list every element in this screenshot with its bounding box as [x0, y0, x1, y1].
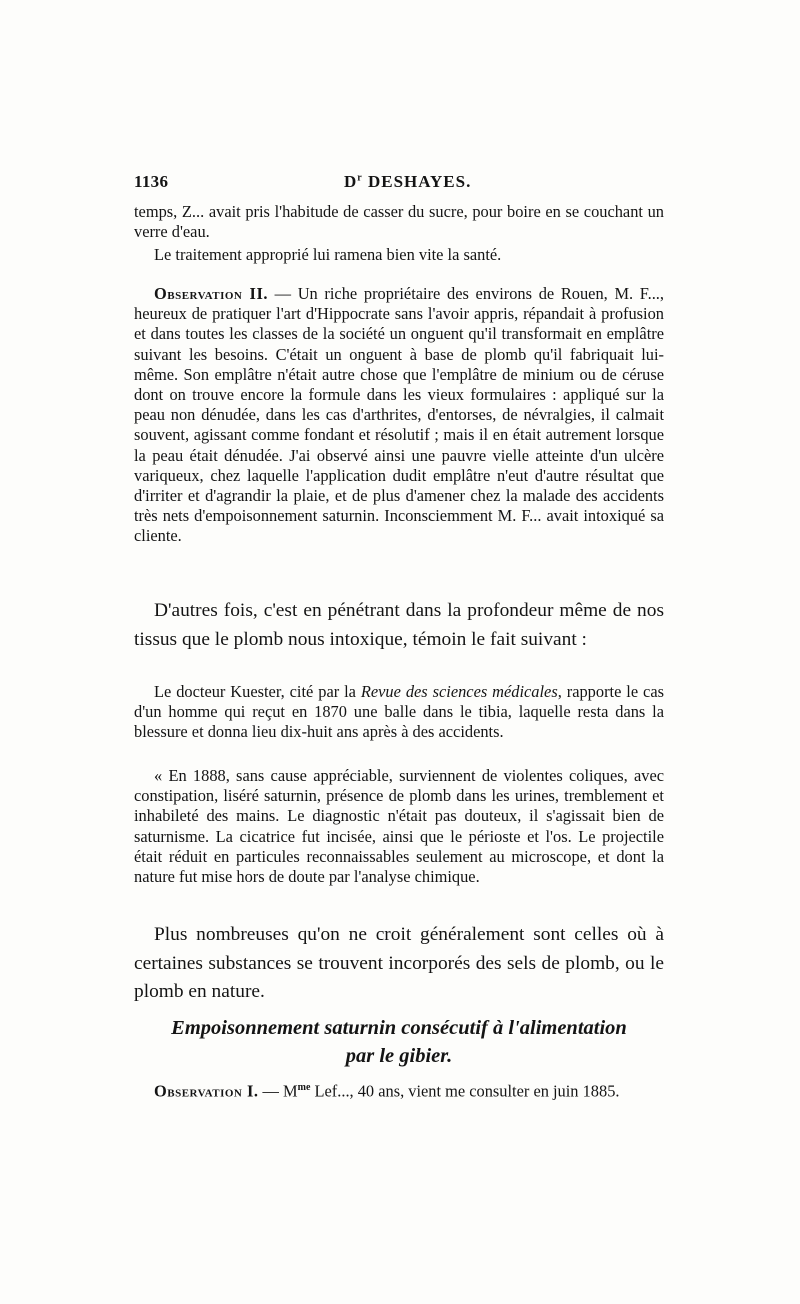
paragraph-treatment: Le traitement approprié lui ramena bien vite la santé. — [154, 245, 502, 264]
author-sup: r — [357, 172, 363, 184]
paragraph-quote: « En 1888, sans cause appréciable, surviennent de violentes coliques, avec constipation, liséré saturnin, présence de plomb dans les urines, tremblement et inhabileté des mains. Le diagnostic n'était pas douteux, il s'agissait bien de saturnisme. La cicatrice fut incisée, ainsi que le périoste et l'os. Le projectile était réduit en particules reconnaissables seulement au microscope, et dont la nature fut mise hors de doute par l'analyse chimique. — [134, 766, 664, 887]
kuester-after: , rapporte le cas d'un homme qui reçut en 1870 une balle dans le tibia, laquelle resta dans la blessure et donna lieu dix-huit ans après à des accidents. — [134, 682, 664, 742]
paragraph-deep-tissue: D'autres fois, c'est en pénétrant dans la profondeur même de nos tissus que le plomb nous intoxique, témoin le fait suivant : — [134, 600, 664, 650]
observation-2-paragraph — [134, 284, 664, 547]
paragraph-substances: Plus nombreuses qu'on ne croit généralement sont celles où à certaines substances se trouvent incorporés des sels de plomb, ou le plomb en nature. — [134, 924, 664, 1002]
author-prefix: D — [344, 172, 358, 191]
author-name: DESHAYES. — [367, 172, 472, 191]
observation-1-text: Lef..., 40 ans, vient me consulter en juin 1885. — [310, 1081, 620, 1101]
section-heading — [134, 1014, 664, 1070]
journal-title: Revue des sciences médicales — [360, 682, 558, 701]
kuester-before: Le docteur Kuester, cité par la — [154, 682, 361, 701]
observation-2-label: Observation II. — [154, 284, 268, 303]
page-number: 1136 — [134, 172, 169, 191]
observation-1-label: Observation I. — [154, 1081, 259, 1101]
section-heading-line1: Empoisonnement saturnin consécutif à l'alimentation — [171, 1017, 627, 1039]
observation-2-text: — Un riche propriétaire des environs de Rouen, M. F..., heureux de pratiquer l'art d'Hippocrate sans l'avoir appris, répandait à profusion et dans toutes les classes de la société un onguent qu'il transformait en emplâtre suivant les besoins. C'était un onguent à base de plomb qu'il fabriquait lui-même. Son emplâtre n'était autre chose que l'emplâtre de minium ou de céruse dont on trouve encore la formule dans les vieux formulaires : appliqué sur la peau non dénudée, dans les cas d'arthrites, d'entorses, de névralgies, il calmait souvent, agissant comme fondant et résolutif ; mais il en était autrement lorsque la peau était dénudée. J'ai observé ainsi une pauvre vielle atteinte d'un ulcère variqueux, chez laquelle l'application dudit emplâtre n'eut d'autre résultat que d'irriter et d'agrandir la plaie, et de plus d'amener chez la malade des accidents très nets d'empoisonnement saturnin. Inconsciemment M. F... avait intoxiqué sa cliente. — [134, 284, 664, 546]
section-heading-line2: par le gibier. — [345, 1045, 453, 1067]
paragraph-kuester — [134, 682, 664, 743]
observation-1-dash: — M — [258, 1081, 298, 1101]
observation-1-mme-sup: me — [297, 1082, 311, 1093]
observation-1-paragraph — [134, 1078, 664, 1102]
paragraph-continuation: temps, Z... avait pris l'habitude de casser du sucre, pour boire en se couchant un verre d'eau. — [134, 202, 664, 242]
page-header — [134, 172, 664, 198]
running-head — [344, 172, 471, 192]
